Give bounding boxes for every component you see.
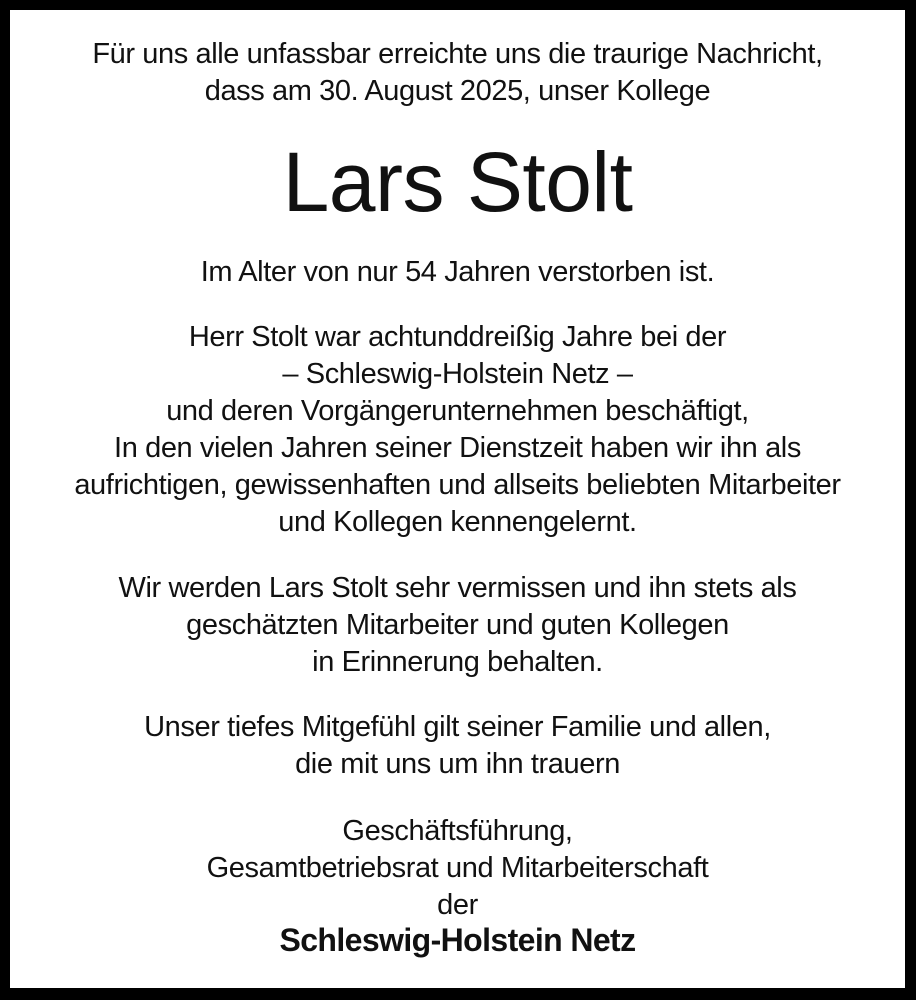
career-line-6: und Kollegen kennengelernt. [278,506,637,538]
condolence-line-1: Unser tiefes Mitgefühl gilt seiner Familie und allen, [144,711,771,743]
signature-line-3: der [437,889,478,921]
signature-line-2: Gesamtbetriebsrat und Mitarbeiterschaft [206,852,709,884]
remembrance-line-3: in Erinnerung behalten. [312,646,603,678]
deceased-name: Lars Stolt [282,135,633,229]
career-line-4: In den vielen Jahren seiner Dienstzeit haben wir ihn als [114,432,801,464]
remembrance-line-2: geschätzten Mitarbeiter und guten Kollegen [186,609,729,641]
career-line-2: – Schleswig-Holstein Netz – [282,358,633,390]
career-line-3: und deren Vorgängerunternehmen beschäftigt, [166,395,749,427]
career-line-1: Herr Stolt war achtunddreißig Jahre bei der [188,321,727,353]
condolence-line-2: die mit uns um ihn trauern [295,748,620,780]
age-line: Im Alter von nur 54 Jahren verstorben ist. [200,256,715,288]
career-line-5: aufrichtigen, gewissenhaften und allseits beliebten Mitarbeiter [74,469,841,501]
intro-line-1: Für uns alle unfassbar erreichte uns die traurige Nachricht, [92,38,823,70]
remembrance-line-1: Wir werden Lars Stolt sehr vermissen und ihn stets als [118,572,797,604]
signature-line-1: Geschäftsführung, [342,815,573,847]
intro-line-2: dass am 30. August 2025, unser Kollege [204,75,711,107]
obituary-notice [10,10,905,988]
company-name: Schleswig-Holstein Netz [279,922,636,958]
